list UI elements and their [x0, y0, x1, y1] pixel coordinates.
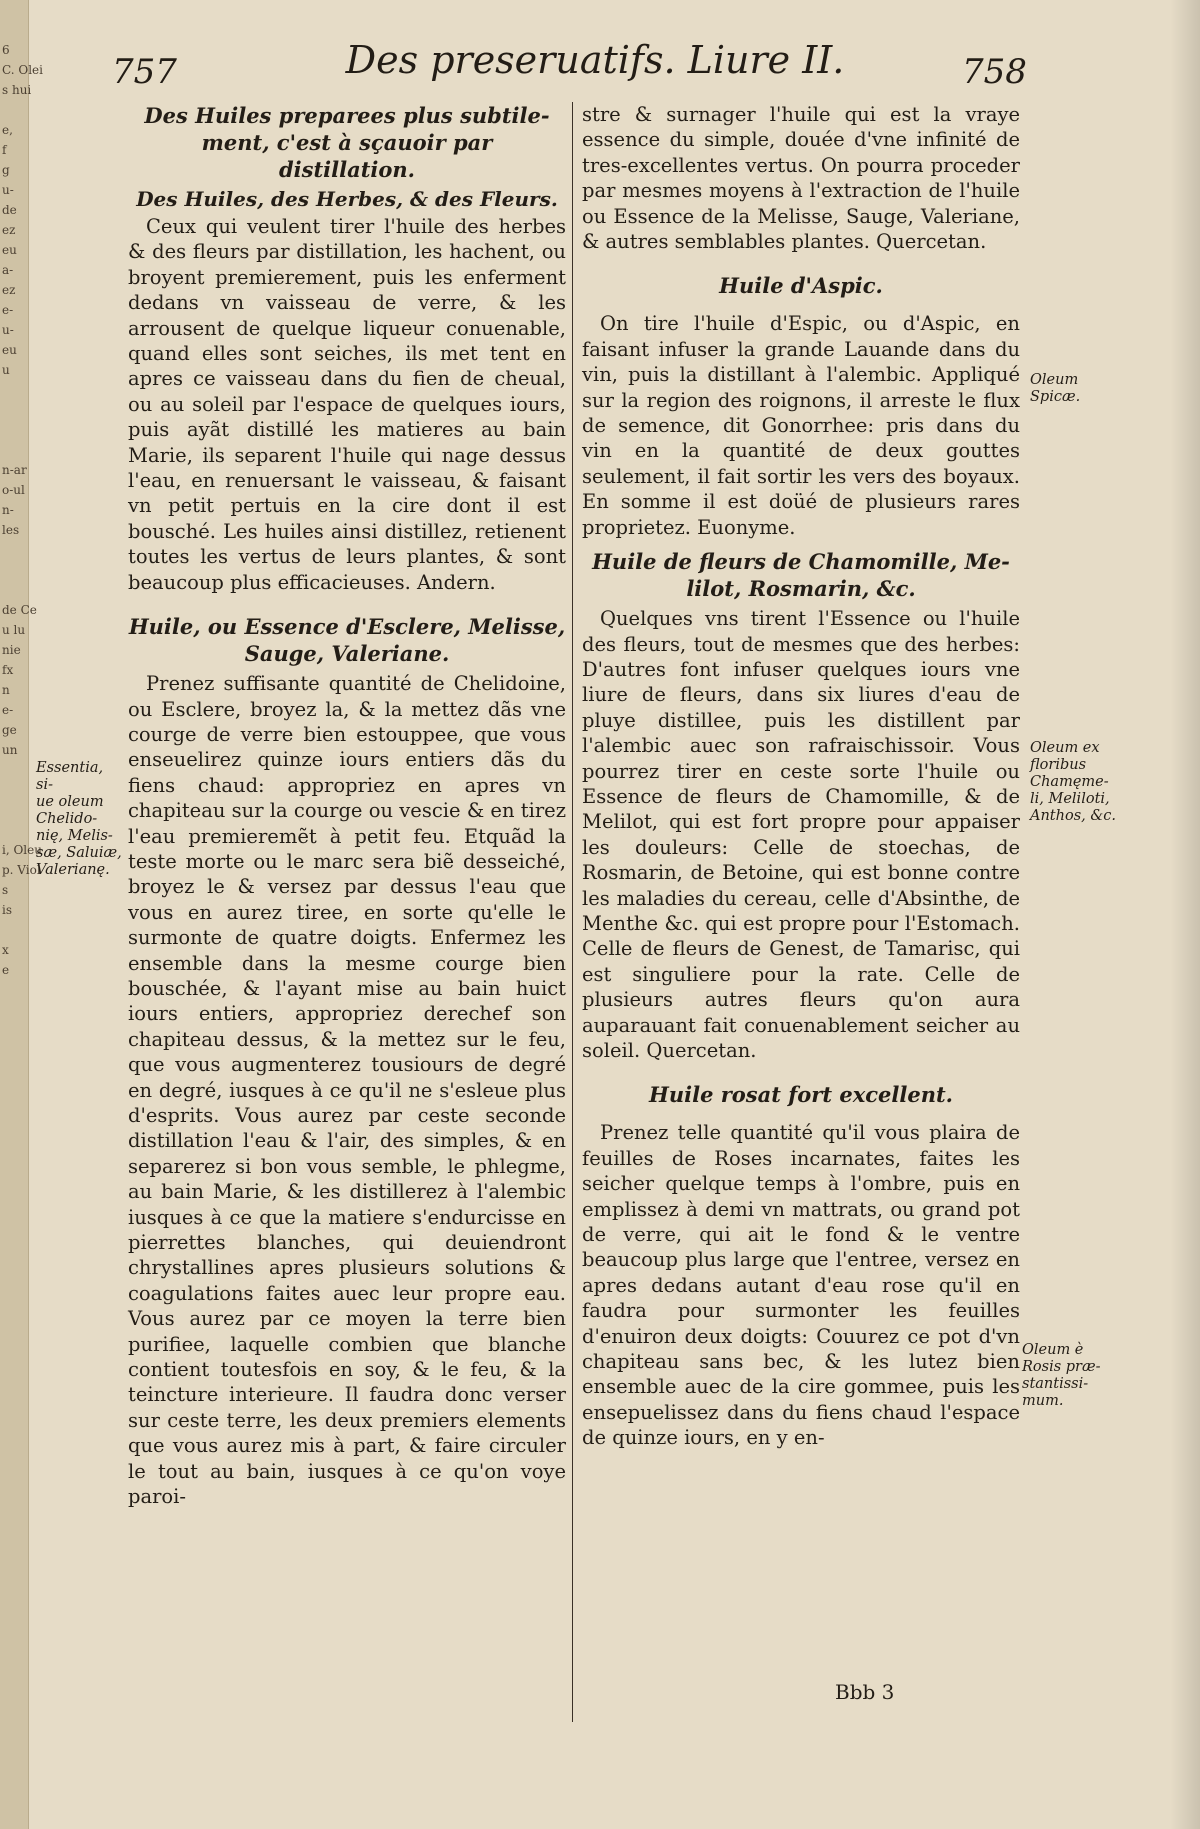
edge-fragment: e,: [2, 123, 13, 137]
margin-line: sæ, Saluiæ,: [36, 845, 122, 861]
edge-fragment: [2, 380, 26, 400]
edge-fragments: [2, 40, 43, 1000]
edge-fragment: u-: [2, 183, 14, 197]
edge-fragment: [2, 820, 26, 840]
margin-line: mum.: [1022, 1393, 1064, 1409]
edge-fragment: de: [2, 203, 17, 217]
margin-line: ue oleum: [36, 794, 104, 810]
margin-line: Rosis præ-: [1022, 1359, 1101, 1375]
edge-fragment: ez: [2, 223, 16, 237]
edge-fragment: i, Oleu: [2, 843, 42, 857]
margin-line: Oleum è: [1022, 1342, 1084, 1358]
edge-fragment: fx: [2, 663, 14, 677]
margin-line: li, Meliloti,: [1030, 791, 1110, 807]
edge-fragment: [2, 100, 26, 120]
edge-fragment: de Ce: [2, 603, 37, 617]
section-title-chamomille: [582, 548, 1020, 602]
edge-fragment: [2, 980, 26, 1000]
edge-fragment: [2, 560, 26, 580]
edge-fragment: is: [2, 903, 12, 917]
edge-fragment: [2, 580, 26, 600]
edge-fragment: e-: [2, 303, 14, 317]
edge-fragment: s: [2, 883, 9, 897]
paragraph: stre & surnager l'huile qui est la vraye essence du simple, douée d'vne infinité de tres-excellentes vertus. On pourra proceder par mesmes moyens à l'extraction de l'huile ou Essence de la Melisse, Sauge, Valeriane, & autres semblables plantes. Quercetan.: [582, 103, 1020, 254]
title-line: Des Huiles preparees plus subtile-: [144, 103, 550, 128]
edge-fragment: [2, 920, 26, 940]
edge-fragment: 6: [2, 43, 10, 57]
margin-line: Chamęme-: [1030, 774, 1109, 790]
paragraph: On tire l'huile d'Espic, ou d'Aspic, en faisant infuser la grande Lauande dans du vin, puis la distillant à l'alembic. Appliqué sur la region des roignons, il arreste le flux de semence, dit Gonorrhee: pris dans du vin en la quantité de deux gouttes seulement, il fait sortir les vers des boyaux. En somme il est doüé de plusieurs rares proprietez. Euonyme.: [582, 312, 1020, 539]
edge-fragment: s hui: [2, 83, 32, 97]
column-divider: [572, 102, 573, 1722]
edge-fragment: u: [2, 363, 10, 377]
paragraph: Prenez suffisante quantité de Chelidoine, ou Esclere, broyez la, & la mettez dãs vne courge de verre bien estouppee, que vous enseuelirez quinze iours entiers dãs du fiens chaud: appropriez en apres vn chapiteau sur la courge ou vescie & en tirez l'eau premieremẽt à petit feu. Etquãd la teste morte ou le marc sera biẽ desseiché, broyez le & versez par dessus l'eau que vous en aurez tiree, en sorte qu'elle le surmonte de quatre doigts. Enfermez les ensemble dans la mesme courge bien bouschée, & l'ayant mise au bain huict iours entiers, appropriez derechef son chapiteau dessus, & la mettez sur le feu, que vous augmenterez tousiours de degré en degré, iusques à ce qu'il ne s'esleue plus d'esprits. Vous aurez par ceste seconde distillation l'eau & l'air, des simples, & en separerez si bon vous semble, le phlegme, au bain Marie, & les distillerez à l'alembic iusques à ce que la matiere s'endurcisse en pierrettes blanches, qui deuiendront chrystallines apres plusieurs solutions & coagulations faites auec leur propre eau. Vous aurez par ce moyen la terre bien purifiee, laquelle combien que blanche contient toutesfois en soy, & le feu, & la teincture interieure. Il faudra donc verser sur ceste terre, les deux premiers elements que vous aurez mis à part, & faire circuler le tout au bain, iusques à ce qu'on voye paroi-: [128, 672, 566, 1509]
edge-fragment: [2, 420, 26, 440]
margin-note-spica: [1030, 372, 1120, 406]
section-title-rosat: Huile rosat fort excellent.: [649, 1082, 953, 1108]
edge-fragment: eu: [2, 243, 17, 257]
edge-fragment: nie: [2, 643, 21, 657]
section-title-esclere: [128, 613, 566, 667]
margin-line: floribus: [1030, 757, 1087, 773]
title-line: ment, c'est à sçauoir par: [201, 130, 493, 155]
margin-note-essentia: [36, 760, 124, 879]
section-title-distillation: [128, 102, 566, 183]
edge-fragment: o-ul: [2, 483, 25, 497]
edge-fragment: ez: [2, 283, 16, 297]
title-line: lilot, Rosmarin, &c.: [686, 576, 916, 602]
edge-fragment: a-: [2, 263, 14, 277]
edge-fragment: C. Olei: [2, 63, 43, 77]
edge-fragment: ge: [2, 723, 17, 737]
title-line: Sauge, Valeriane.: [244, 641, 450, 667]
margin-line: Valerianę.: [36, 862, 110, 878]
margin-line: Essentia, si-: [36, 760, 104, 793]
paragraph: Prenez telle quantité qu'il vous plaira de feuilles de Roses incarnates, faites les seicher quelque temps à l'ombre, puis en emplissez à demi vn mattrats, ou grand pot de verre, qui ait le fond & le ventre beaucoup plus large que l'entree, versez en apres dedans autant d'eau rose qu'il en faudra pour surmonter les feuilles d'enuiron deux doigts: Couurez ce pot d'vn chapiteau sans bec, & les lutez bien ensemble auec de la cire gommee, puis les ensepuelissez dans du fiens chaud l'espace de quinze iours, en y en-: [582, 1121, 1020, 1450]
title-line: distillation.: [279, 157, 415, 182]
edge-fragment: e: [2, 963, 10, 977]
margin-line: Anthos, &c.: [1030, 808, 1117, 824]
edge-fragment: un: [2, 743, 18, 757]
edge-fragment: e-: [2, 703, 14, 717]
section-title-aspic: Huile d'Aspic.: [719, 273, 883, 299]
edge-fragment: g: [2, 163, 10, 177]
edge-fragment: [2, 780, 26, 800]
left-column: [128, 102, 566, 1510]
edge-fragment: les: [2, 523, 20, 537]
margin-line: Oleum: [1030, 372, 1079, 388]
edge-fragment: n-: [2, 503, 14, 517]
margin-line: Chelido-: [36, 811, 98, 827]
edge-fragment: u lu: [2, 623, 26, 637]
edge-fragment: p. Viol: [2, 863, 41, 877]
margin-line: stantissi-: [1022, 1376, 1089, 1392]
edge-fragment: [2, 540, 26, 560]
edge-fragment: n-ar: [2, 463, 27, 477]
edge-fragment: [2, 400, 26, 420]
edge-fragment: [2, 440, 26, 460]
running-title: Des preseruatifs. Liure II.: [345, 38, 845, 82]
edge-fragment: u-: [2, 323, 14, 337]
edge-fragment: [2, 760, 26, 780]
margin-line: Oleum ex: [1030, 740, 1100, 756]
page-shadow: [1170, 0, 1200, 1829]
edge-fragment: n: [2, 683, 10, 697]
subsection-title-herbes-fleurs: Des Huiles, des Herbes, & des Fleurs.: [136, 187, 558, 211]
edge-fragment: f: [2, 143, 7, 157]
margin-line: nię, Melis-: [36, 828, 113, 844]
paragraph: Ceux qui veulent tirer l'huile des herbes & des fleurs par distillation, les hachent, ou broyent premierement, puis les enferment dedans vn vaisseau de verre, & les arrousent de quelque liqueur conuenable, quand elles sont seiches, ils met tent en apres ce vaisseau dans du fien de cheual, ou au soleil par l'espace de quelques iours, puis ayãt distillé les matieres au bain Marie, ils separent l'huile qui nage dessus l'eau, en renuersant le vaisseau, & faisant vn petit pertuis en la cire dont il est bousché. Les huiles ainsi distillez, retienent toutes les vertus de leurs plantes, & sont beaucoup plus efficacieuses. Andern.: [128, 215, 566, 594]
previous-page-edge: [0, 0, 43, 1829]
title-line: Huile de fleurs de Chamomille, Me-: [592, 549, 1010, 575]
paragraph: Quelques vns tirent l'Essence ou l'huile des fleurs, tout de mesmes que des herbes: D'autres font infuser quelques iours vne liure de fleurs, dans six liures d'eau de pluye distillee, puis les distillent par l'alembic auec son rafraischissoir. Vous pourrez tirer en ceste sorte l'huile ou Essence de fleurs de Chamomille, & de Melilot, qui est fort propre pour appaiser les douleurs: Celle de stoechas, de Rosmarin, de Betoine, qui est bonne contre les maladies du cereau, celle d'Absinthe, de Menthe &c. qui est propre pour l'Estomach. Celle de fleurs de Genest, de Tamarisc, qui est singuliere pour la rate. Celle de plusieurs autres fleurs qu'on aura auparauant fait conuenablement seicher au soleil. Quercetan.: [582, 607, 1020, 1062]
page-number-right: 758: [962, 52, 1027, 92]
title-line: Huile, ou Essence d'Esclere, Melisse,: [128, 614, 566, 640]
signature-mark: Bbb 3: [835, 1680, 895, 1704]
margin-note-floribus: [1030, 740, 1120, 825]
margin-note-rosis: [1022, 1342, 1112, 1410]
right-column: [582, 102, 1020, 1451]
page-number-left: 757: [112, 52, 177, 92]
margin-line: Spicæ.: [1030, 389, 1081, 405]
edge-fragment: eu: [2, 343, 17, 357]
edge-fragment: x: [2, 943, 9, 957]
edge-fragment: [2, 800, 26, 820]
